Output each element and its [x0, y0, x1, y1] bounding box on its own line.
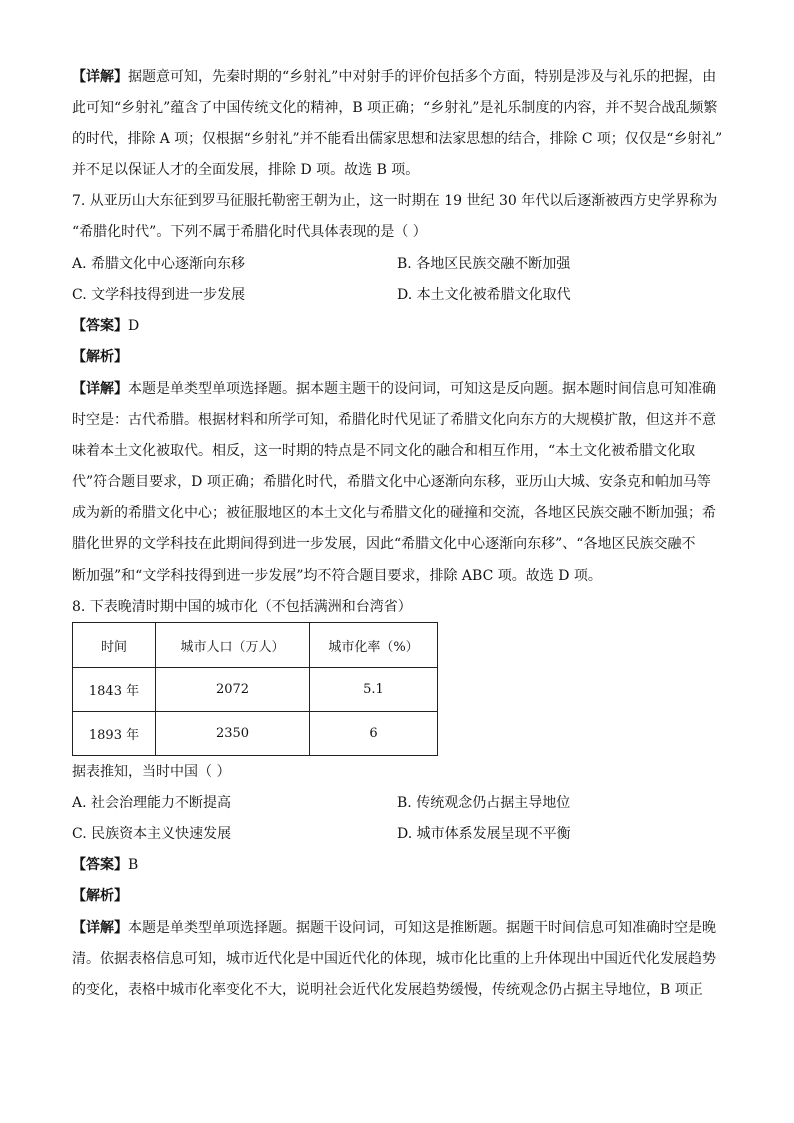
q8-detail-line-3: 的变化，表格中城市化率变化不大，说明社会近代化发展趋势缓慢，传统观念仍占据主导地位，B 项正: [72, 982, 703, 998]
table-header-cell: 城市化率（%）: [310, 623, 438, 668]
table-header-row: [73, 623, 438, 668]
table-cell: 2072: [156, 668, 310, 712]
q8-analysis-heading: 【解析】: [72, 888, 128, 904]
table-cell: 1843 年: [73, 668, 156, 712]
q7-detail-line-1: 【详解】本题是单类型单项选择题。据本题主题干的设问词，可知这是反向题。据本题时间信息可知准确: [72, 381, 716, 397]
table-cell: 5.1: [310, 668, 438, 712]
q8-option-b: B. 传统观念仍占据主导地位: [397, 795, 571, 811]
q7-stem-line-1: 7. 从亚历山大东征到罗马征服托勒密王朝为止，这一时期在 19 世纪 30 年代以后逐渐被西方史学界称为: [72, 193, 718, 209]
q7-option-a: A. 希腊文化中心逐渐向东移: [72, 256, 246, 272]
q7-detail-line-3: 味着本土文化被取代。相反，这一时期的特点是不同文化的融合和相互作用，“本土文化被希腊文化取: [72, 443, 696, 459]
prev-detail-line-1: 【详解】据题意可知，先秦时期的“乡射礼”中对射手的评价包括多个方面，特别是涉及与礼乐的把握，由: [72, 69, 717, 85]
q7-detail-line-7: 断加强”和“文学科技得到进一步发展”均不符合题目要求，排除 ABC 项。故选 D 项。: [72, 568, 602, 584]
table-header-cell: 城市人口（万人）: [156, 623, 310, 668]
q7-analysis-heading: 【解析】: [72, 349, 128, 365]
q7-detail-line-5: 成为新的希腊文化中心；被征服地区的本土文化与希腊文化的碰撞和交流，各地区民族交融不断加强；希: [72, 505, 716, 521]
q7-detail-line-6: 腊化世界的文学科技在此期间得到进一步发展，因此“希腊文化中心逐渐向东移”、“各地区民族交融不: [72, 536, 696, 552]
table-row: [73, 668, 438, 712]
table-row: [73, 712, 438, 756]
table-cell: 1893 年: [73, 712, 156, 756]
q7-detail-line-4: 代”符合题目要求，D 项正确；希腊化时代，希腊文化中心逐渐向东移，亚历山大城、安条克和帕加马等: [72, 474, 711, 490]
table-cell: 2350: [156, 712, 310, 756]
table-cell: 6: [310, 712, 438, 756]
q7-option-d: D. 本土文化被希腊文化取代: [397, 287, 571, 303]
q7-answer: 【答案】D: [72, 318, 140, 334]
q8-answer: 【答案】B: [72, 857, 139, 873]
q8-option-c: C. 民族资本主义快速发展: [72, 826, 232, 842]
prev-detail-line-2: 此可知“乡射礼”蕴含了中国传统文化的精神，B 项正确；“乡射礼”是礼乐制度的内容，并不契合战乱频繁: [72, 100, 718, 116]
q8-question: 据表推知，当时中国（ ）: [72, 764, 231, 780]
urbanization-table: [72, 622, 438, 756]
q8-detail-line-1: 【详解】本题是单类型单项选择题。据题干设问词，可知这是推断题。据题干时间信息可知准确时空是晚: [72, 920, 716, 936]
q7-option-c: C. 文学科技得到进一步发展: [72, 287, 246, 303]
q8-option-d: D. 城市体系发展呈现不平衡: [397, 826, 571, 842]
q7-option-b: B. 各地区民族交融不断加强: [397, 256, 571, 272]
q8-detail-line-2: 清。依据表格信息可知，城市近代化是中国近代化的体现，城市化比重的上升体现出中国近代化发展趋势: [72, 951, 716, 967]
q7-stem-line-2: “希腊化时代”。下列不属于希腊化时代具体表现的是（ ）: [72, 224, 427, 240]
q8-stem: 8. 下表晚清时期中国的城市化（不包括满洲和台湾省）: [72, 599, 412, 615]
detail-tag: 【详解】: [72, 69, 128, 85]
q7-detail-line-2: 时空是：古代希腊。根据材料和所学可知，希腊化时代见证了希腊文化向东方的大规模扩散，但这并不意: [72, 412, 716, 428]
table-header-cell: 时间: [73, 623, 156, 668]
q8-option-a: A. 社会治理能力不断提高: [72, 795, 232, 811]
prev-detail-line-4: 并不足以保证人才的全面发展，排除 D 项。故选 B 项。: [72, 162, 420, 178]
prev-detail-line-3: 的时代，排除 A 项；仅根据“乡射礼”并不能看出儒家思想和法家思想的结合，排除 C 项；仅仅是“乡射礼”: [72, 131, 723, 147]
